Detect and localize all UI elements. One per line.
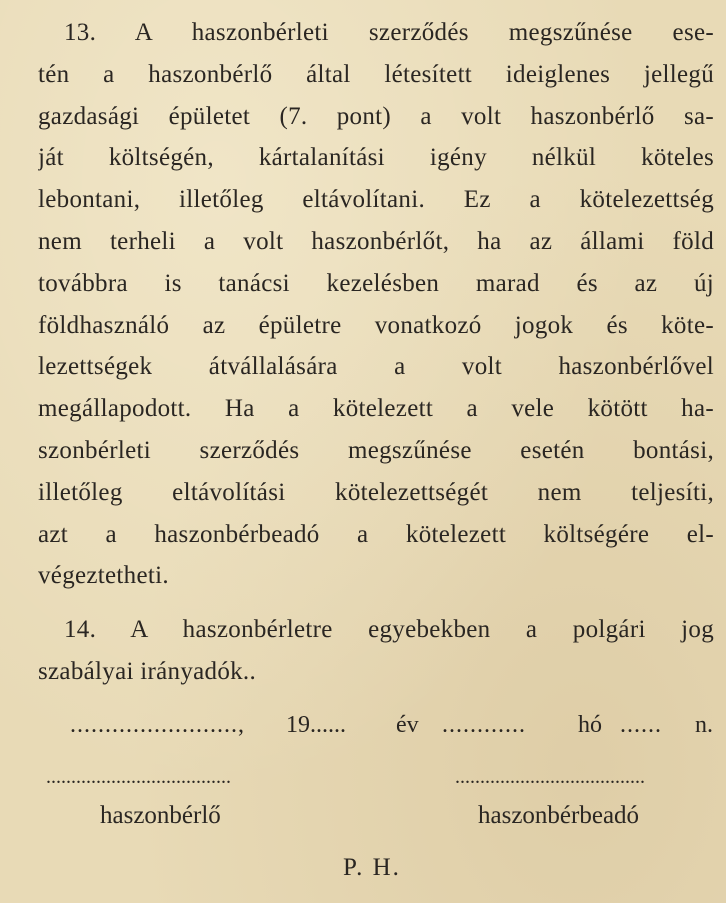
month-label: hó xyxy=(578,712,602,738)
section-13-line: földhasználó az épületre vonatkozó jogok és köte- xyxy=(38,311,714,339)
section-13-line: lezettségek átvállalására a volt haszonbérlővel xyxy=(38,353,714,381)
section-14-line: szabályai irányadók.. xyxy=(38,657,257,685)
section-13-line: lebontani, illetőleg eltávolítani. Ez a kötelezettség xyxy=(38,186,714,214)
lessee-signature-line: ..................................... xyxy=(46,766,231,788)
date-line xyxy=(70,703,720,747)
section-13-line: nem terheli a volt haszonbérlőt, ha az állami föld xyxy=(38,227,714,255)
lessee-label: haszonbérlő xyxy=(100,802,221,829)
section-13-line: szonbérleti szerződés megszűnése esetén bontási, xyxy=(38,436,714,464)
stamp-label: P. H. xyxy=(343,854,401,881)
section-13-line: ját költségén, kártalanítási igény nélkül köteles xyxy=(38,144,714,172)
section-13-line: továbbra is tanácsi kezelésben marad és az új xyxy=(38,269,714,297)
lessor-label: haszonbérbeadó xyxy=(478,802,640,829)
section-13-line: 13. A haszonbérleti szerződés megszűnése ese- xyxy=(64,19,714,46)
day-label: n. xyxy=(695,712,713,738)
day-blank: ...... xyxy=(620,712,662,738)
section-13-line: tén a haszonbérlő által létesített ideiglenes jellegű xyxy=(38,60,714,88)
month-blank: ............ xyxy=(442,712,526,738)
section-13-paragraph xyxy=(38,12,714,597)
section-13-line: gazdasági épületet (7. pont) a volt haszonbérlő sa- xyxy=(38,102,714,130)
section-13-line: illetőleg eltávolítási kötelezettségét nem teljesíti, xyxy=(38,478,714,506)
section-14-line: 14. A haszonbérletre egyebekben a polgári jog xyxy=(64,616,714,643)
section-13-line: megállapodott. Ha a kötelezett a vele kötött ha- xyxy=(38,395,714,423)
year-blank: 19...... xyxy=(286,712,346,738)
section-14-paragraph xyxy=(38,609,714,693)
year-label: év xyxy=(396,712,419,738)
section-13-line: azt a haszonbérbeadó a kötelezett költségére el- xyxy=(38,520,714,548)
section-13-line: végeztetheti. xyxy=(38,562,169,590)
lessor-signature-line: ...................................... xyxy=(455,766,645,788)
place-blank: ........................, xyxy=(70,712,245,738)
